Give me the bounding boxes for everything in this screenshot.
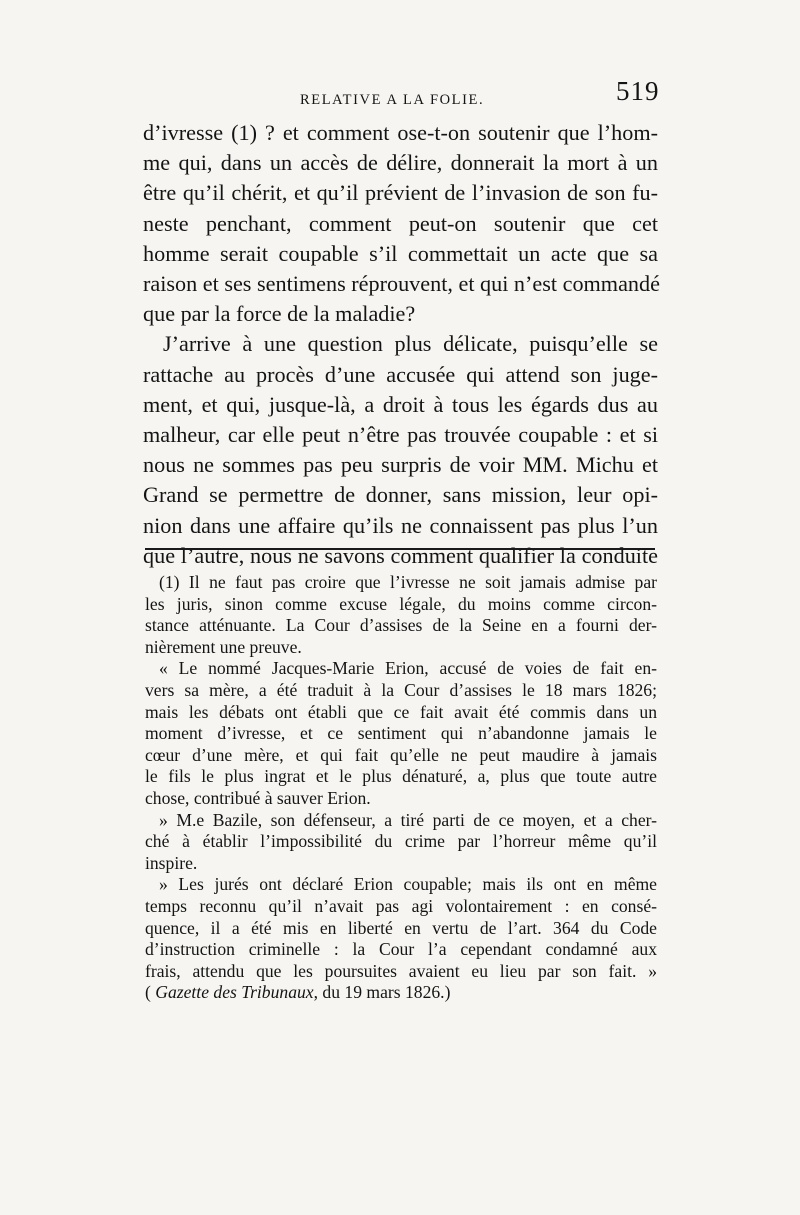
citation-date: , du 19 mars 1826.) <box>313 982 451 1003</box>
footnote-line: d’instruction criminelle : la Cour l’a cependant condamné aux <box>145 939 657 960</box>
footnote-line: (1) Il ne faut pas croire que l’ivresse ne soit jamais admise par <box>159 572 657 592</box>
text-line: que l’autre, nous ne savons comment qualifier la conduite <box>143 542 658 568</box>
footnote-line: stance atténuante. La Cour d’assises de la Seine en a fourni der- <box>145 615 657 636</box>
footnote-line: nièrement une preuve. <box>145 636 302 657</box>
citation-source: Gazette des Tribunaux <box>155 982 314 1003</box>
text-line: Grand se permettre de donner, sans mission, leur opi- <box>143 482 658 508</box>
text-line: raison et ses sentimens réprouvent, et qui n’est commandé <box>143 271 660 297</box>
footnote-line: inspire. <box>145 852 198 873</box>
footnote-line: ché à établir l’impossibilité du crime par l’horreur même qu’il <box>145 831 657 852</box>
footnote-line: « Le nommé Jacques-Marie Erion, accusé de voies de fait en- <box>159 658 657 679</box>
footnote-line: frais, attendu que les poursuites avaient eu lieu par son fait. » <box>145 960 657 981</box>
footnote-line: mais les débats ont établi que ce fait avait été commis dans un <box>145 701 657 722</box>
footnote-line: moment d’ivresse, et ce sentiment qui n’abandonne jamais le <box>145 723 657 744</box>
text-line: me qui, dans un accès de délire, donnerait la mort à un <box>143 150 658 176</box>
footnote-line: les juris, sinon comme excuse légale, du moins comme circon- <box>145 593 657 614</box>
text-line: d’ivresse (1) ? et comment ose-t-on soutenir que l’hom- <box>143 120 658 145</box>
text-line: ment, et qui, jusque-là, a droit à tous les égards dus au <box>143 391 658 417</box>
footnote-line: temps reconnu qu’il n’avait pas agi volontairement : en consé- <box>145 895 657 916</box>
footnote-separator-rule <box>145 548 655 550</box>
text-line: malheur, car elle peut n’être pas trouvée coupable : et si <box>143 422 658 448</box>
footnote-line: quence, il a été mis en liberté en vertu de l’art. 364 du Code <box>145 917 657 938</box>
footnote-line: chose, contribué à sauver Erion. <box>145 787 371 808</box>
citation-open: ( <box>145 982 151 1003</box>
text-line: J’arrive à une question plus délicate, puisqu’elle se <box>163 331 658 357</box>
main-text <box>143 118 658 571</box>
footnotes <box>145 572 657 1004</box>
text-line: que par la force de la maladie? <box>143 301 416 327</box>
running-head: RELATIVE A LA FOLIE. <box>300 92 485 108</box>
text-line: homme serait coupable s’il commettait un acte que sa <box>143 240 658 266</box>
text-line: nion dans une affaire qu’ils ne connaissent pas plus l’un <box>143 512 658 538</box>
text-line: nous ne sommes pas peu surpris de voir MM. Michu et <box>143 452 658 478</box>
footnote-line: cœur d’une mère, et qui fait qu’elle ne peut maudire à jamais <box>145 744 657 765</box>
footnote-line: vers sa mère, a été traduit à la Cour d’assises le 18 mars 1826; <box>145 679 657 700</box>
footnote-line: le fils le plus ingrat et le plus dénaturé, a, plus que toute autre <box>145 766 657 787</box>
page-number: 519 <box>616 76 660 106</box>
text-line: neste penchant, comment peut-on soutenir que cet <box>143 210 658 236</box>
text-line: rattache au procès d’une accusée qui attend son juge- <box>143 361 658 387</box>
footnote-line: » Les jurés ont déclaré Erion coupable; mais ils ont en même <box>159 874 657 895</box>
footnote-line: » M.e Bazile, son défenseur, a tiré parti de ce moyen, et a cher- <box>159 809 657 830</box>
footnote-citation <box>145 982 657 1004</box>
text-line: être qu’il chérit, et qu’il prévient de l’invasion de son fu- <box>143 180 658 206</box>
